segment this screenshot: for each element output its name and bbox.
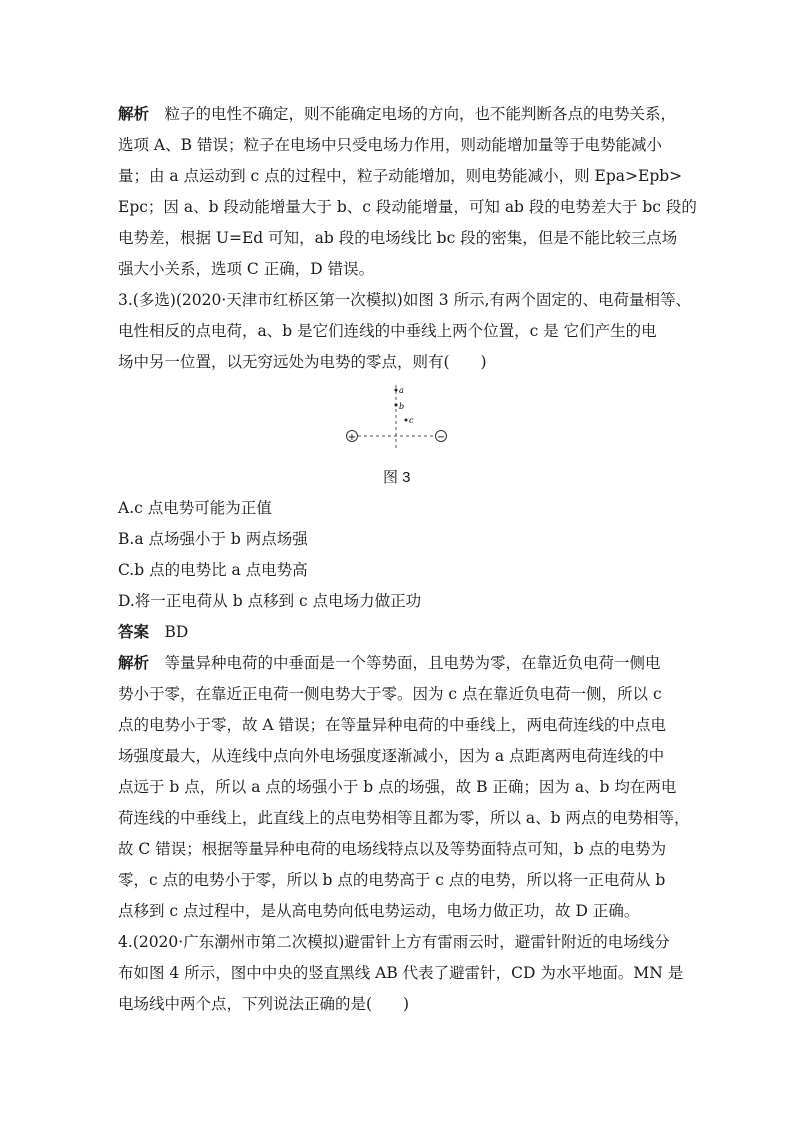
point-b-label: b [399, 402, 405, 411]
answer-value: BD [164, 623, 189, 641]
analysis2-line-3: 场强度最大，从连线中点向外电场强度逐渐减小，因为 a 点距离两电荷连线的中 [118, 747, 665, 765]
q4-stem-line-1: 布如图 4 所示，图中中央的竖直黑线 AB 代表了避雷针，CD 为水平地面。MN 是 [118, 964, 684, 982]
q3-stem-line-1: 电性相反的点电荷，a、b 是它们连线的中垂线上两个位置，c 是 它们产生的电 [118, 322, 657, 340]
analysis2-line-1: 势小于零，在靠近正电荷一侧电势大于零。因为 c 点在靠近负电荷一侧，所以 c [118, 685, 662, 703]
analysis1-line-4: 电势差，根据 U=Ed 可知，ab 段的电场线比 bc 段的密集，但是不能比较三点场 [118, 229, 678, 247]
analysis1-label: 解析 [118, 105, 150, 123]
figure-3-caption: 图 3 [383, 469, 411, 486]
q3-option-a: A.c 点电势可能为正值 [118, 499, 272, 517]
q4-stem-line-2: 电场线中两个点，下列说法正确的是( ) [118, 995, 410, 1013]
point-a-label: a [399, 386, 404, 395]
answer-label: 答案 [118, 623, 150, 641]
q3-option-d: D.将一正电荷从 b 点移到 c 点电场力做正功 [118, 592, 422, 610]
q3-stem-line-0: 3.(多选)(2020·天津市红桥区第一次模拟)如图 3 所示,有两个固定的、电荷量相等、 [118, 291, 691, 309]
q3-option-b: B.a 点场强小于 b 两点场强 [118, 530, 308, 548]
figure-3-diagram [340, 380, 450, 450]
minus-sign: − [436, 432, 446, 443]
point-a-dot [395, 389, 398, 392]
analysis2-line-4: 点远于 b 点，所以 a 点的场强小于 b 点的场强，故 B 正确；因为 a、b 均在两电 [118, 778, 677, 796]
analysis1-line-1: 选项 A、B 错误；粒子在电场中只受电场力作用，则动能增加量等于电势能减小 [118, 136, 662, 154]
point-c-label: c [409, 416, 414, 425]
analysis1-line-3: Epc；因 a、b 段动能增量大于 b、c 段动能增量，可知 ab 段的电势差大于 bc 段的 [118, 198, 697, 216]
q3-option-c: C.b 点的电势比 a 点电势高 [118, 561, 308, 579]
analysis2-line-6: 故 C 错误；根据等量异种电荷的电场线特点以及等势面特点可知，b 点的电势为 [118, 840, 667, 858]
analysis1-line-0: 解析 粒子的电性不确定，则不能确定电场的方向，也不能判断各点的电势关系， [118, 105, 677, 123]
point-b-dot [395, 404, 398, 407]
analysis1-line-2: 量；由 a 点运动到 c 点的过程中，粒子动能增加，则电势能减小，则 Epa>Epb> [118, 167, 683, 185]
analysis2-label: 解析 [118, 654, 150, 672]
q3-answer [118, 622, 678, 642]
q4-stem-line-0: 4.(2020·广东潮州市第二次模拟)避雷针上方有雷雨云时，避雷针附近的电场线分 [118, 933, 670, 951]
plus-sign: + [347, 432, 357, 443]
analysis1-line-5: 强大小关系，选项 C 正确，D 错误。 [118, 260, 375, 278]
analysis2-line-2: 点的电势小于零，故 A 错误；在等量异种电荷的中垂线上，两电荷连线的中点电 [118, 716, 667, 734]
analysis2-line-7: 零，c 点的电势小于零，所以 b 点的电势高于 c 点的电势，所以将一正电荷从 b [118, 871, 666, 889]
analysis2-line-0: 解析 等量异种电荷的中垂面是一个等势面，且电势为零，在靠近负电荷一侧电 [118, 654, 661, 672]
point-c-dot [405, 419, 408, 422]
q3-stem-line-2: 场中另一位置，以无穷远处为电势的零点，则有( ) [118, 353, 487, 371]
analysis2-line-5: 荷连线的中垂线上，此直线上的点电势相等且都为零，所以 a、b 两点的电势相等， [118, 809, 690, 827]
analysis2-line-8: 点移到 c 点过程中，是从高电势向低电势运动，电场力做正功，故 D 正确。 [118, 902, 640, 920]
